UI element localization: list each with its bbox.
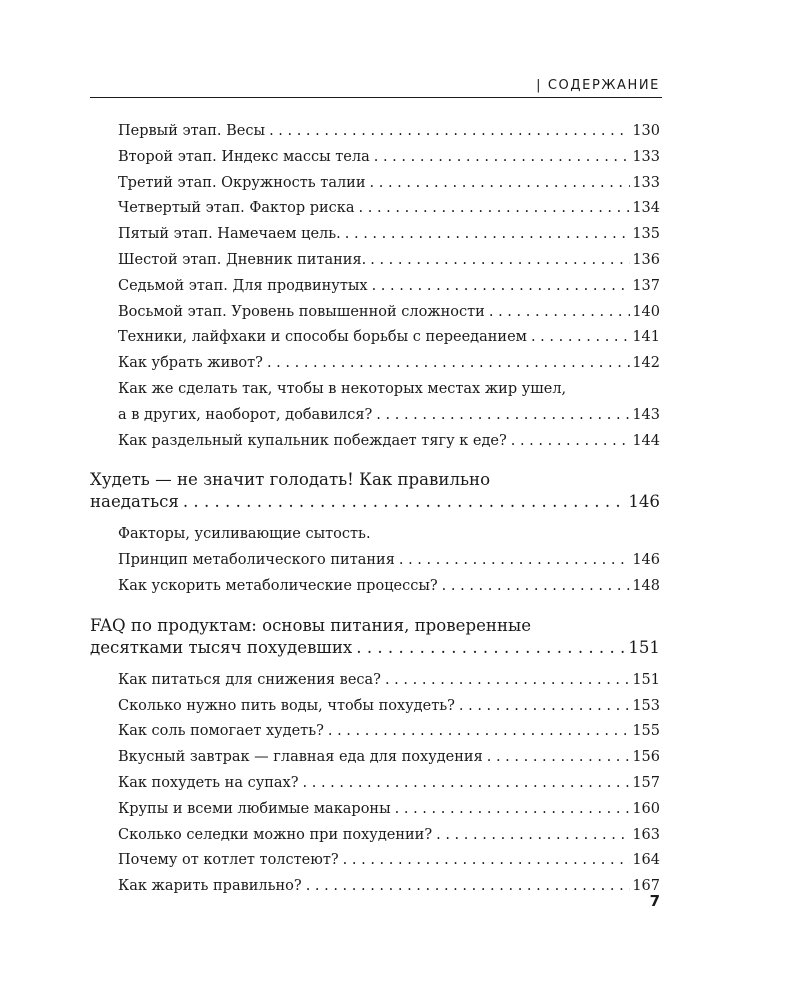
toc-entry-page: 156 <box>632 749 660 766</box>
toc-entry-page: 157 <box>632 774 660 791</box>
dot-leader <box>459 694 630 720</box>
toc-entry <box>118 797 660 823</box>
toc-entry-title: Вкусный завтрак — главная еда для похудения <box>118 749 483 766</box>
toc-entry-page: 163 <box>632 826 660 843</box>
toc-entry-page: 151 <box>632 671 660 688</box>
toc-entry-title: Принцип метаболического питания <box>118 552 395 569</box>
toc-entry <box>118 848 660 874</box>
toc-entry <box>118 574 660 600</box>
toc-entry-title: Третий этап. Окружность талии <box>118 174 366 191</box>
dot-leader <box>487 745 631 771</box>
toc-chapter-entry <box>90 469 660 513</box>
dot-leader <box>436 823 630 849</box>
toc-entry-title-line: Худеть — не значит голодать! Как правильно <box>90 470 491 490</box>
toc-entry-title: Второй этап. Индекс массы тела <box>118 148 370 165</box>
toc-entry-page: 140 <box>632 303 660 320</box>
toc-entry-title: Сколько селедки можно при похудении? <box>118 826 433 843</box>
toc-entry-title: Сколько нужно пить воды, чтобы похудеть? <box>118 697 455 714</box>
dot-leader <box>303 771 631 797</box>
toc-entry-title: Как ускорить метаболические процессы? <box>118 577 438 594</box>
toc-entry <box>118 222 660 248</box>
toc-entry-title: Первый этап. Весы <box>118 123 266 139</box>
toc-entry-title: Как питаться для снижения веса? <box>118 671 381 688</box>
toc-entry-page: 146 <box>628 492 660 512</box>
dot-leader <box>370 248 630 274</box>
toc-entry-page: 141 <box>632 329 660 346</box>
toc-chapter-entry <box>90 615 660 659</box>
toc-entry-page: 167 <box>632 878 660 895</box>
toc-entry-title: Пятый этап. Намечаем цель. <box>118 226 341 243</box>
page-number: 7 <box>649 892 660 910</box>
toc-entry-page: 153 <box>632 697 660 714</box>
toc-entry-title: Крупы и всеми любимые макароны <box>118 800 391 817</box>
toc-entry-title: Четвертый этап. Фактор риска <box>118 200 355 217</box>
toc-entry <box>118 377 660 429</box>
toc-entry-page: 130 <box>632 123 660 139</box>
dot-leader <box>370 171 631 197</box>
toc-entry-title: Седьмой этап. Для продвинутых <box>118 277 368 294</box>
toc-entry-title: Как жарить правильно? <box>118 878 302 895</box>
dot-leader <box>374 145 631 171</box>
toc-entry-title: Как соль помогает худеть? <box>118 723 324 740</box>
dot-leader <box>376 403 630 429</box>
toc-entry-title: Шестой этап. Дневник питания. <box>118 251 367 268</box>
toc-entry <box>118 325 660 351</box>
toc-entry-page: 143 <box>632 406 660 423</box>
toc-entry-title: Восьмой этап. Уровень повышенной сложности <box>118 303 485 320</box>
running-head: | СОДЕРЖАНИЕ <box>536 78 660 93</box>
dot-leader <box>531 325 630 351</box>
toc-entry <box>118 668 660 694</box>
toc-entry-page: 135 <box>632 226 660 243</box>
toc-entry <box>118 522 660 574</box>
toc-entry-title: десятками тысяч похудевших <box>90 637 353 657</box>
toc-entry <box>118 274 660 300</box>
dot-leader <box>328 719 630 745</box>
toc-entry-title-line: Как же сделать так, чтобы в некоторых местах жир ушел, <box>118 380 567 397</box>
toc-entry-page: 136 <box>632 251 660 268</box>
toc-entry-title-line: Факторы, усиливающие сытость. <box>118 526 371 543</box>
dot-leader <box>442 574 631 600</box>
toc-entry-title: Как похудеть на супах? <box>118 774 299 791</box>
toc-entry <box>118 771 660 797</box>
toc-entry <box>118 694 660 720</box>
dot-leader <box>385 668 630 694</box>
toc-entry <box>118 171 660 197</box>
toc-entry-page: 164 <box>632 852 660 869</box>
dot-leader <box>511 429 631 455</box>
dot-leader <box>267 351 630 377</box>
toc-entry <box>118 351 660 377</box>
toc-entry-title: Как раздельный купальник побеждает тягу к еде? <box>118 432 507 449</box>
toc-entry-page: 146 <box>632 552 660 569</box>
toc-entry <box>118 145 660 171</box>
toc-entry-title: наедаться <box>90 492 179 512</box>
toc-entry <box>118 248 660 274</box>
toc-entry <box>118 119 660 145</box>
dot-leader <box>359 196 631 222</box>
dot-leader <box>306 874 631 900</box>
toc-entry <box>118 745 660 771</box>
toc-entry <box>118 300 660 326</box>
dot-leader <box>269 119 630 145</box>
toc-entry <box>118 429 660 455</box>
table-of-contents <box>0 119 800 900</box>
toc-entry-page: 160 <box>632 800 660 817</box>
header-rule <box>90 97 662 98</box>
toc-entry-title-line: FAQ по продуктам: основы питания, проверенные <box>90 615 532 635</box>
toc-entry-title: Как убрать живот? <box>118 355 263 372</box>
dot-leader <box>343 848 631 874</box>
dot-leader <box>356 637 626 659</box>
toc-entry-page: 151 <box>628 637 660 657</box>
toc-entry-page: 155 <box>632 723 660 740</box>
toc-entry-page: 137 <box>632 277 660 294</box>
dot-leader <box>399 548 630 574</box>
toc-entry-title: Почему от котлет толстеют? <box>118 852 339 869</box>
dot-leader <box>345 222 631 248</box>
dot-leader <box>489 300 630 326</box>
toc-entry-title: а в других, наоборот, добавился? <box>118 406 373 423</box>
toc-entry <box>118 196 660 222</box>
dot-leader <box>183 491 626 513</box>
dot-leader <box>395 797 631 823</box>
toc-entry <box>118 823 660 849</box>
toc-entry-page: 134 <box>632 200 660 217</box>
dot-leader <box>372 274 631 300</box>
toc-entry-page: 133 <box>632 148 660 165</box>
toc-entry-page: 133 <box>632 174 660 191</box>
toc-entry <box>118 874 660 900</box>
toc-entry-page: 148 <box>632 577 660 594</box>
toc-entry-title: Техники, лайфхаки и способы борьбы с перееданием <box>118 329 527 346</box>
toc-entry <box>118 719 660 745</box>
toc-entry-page: 142 <box>632 355 660 372</box>
toc-entry-page: 144 <box>632 432 660 449</box>
